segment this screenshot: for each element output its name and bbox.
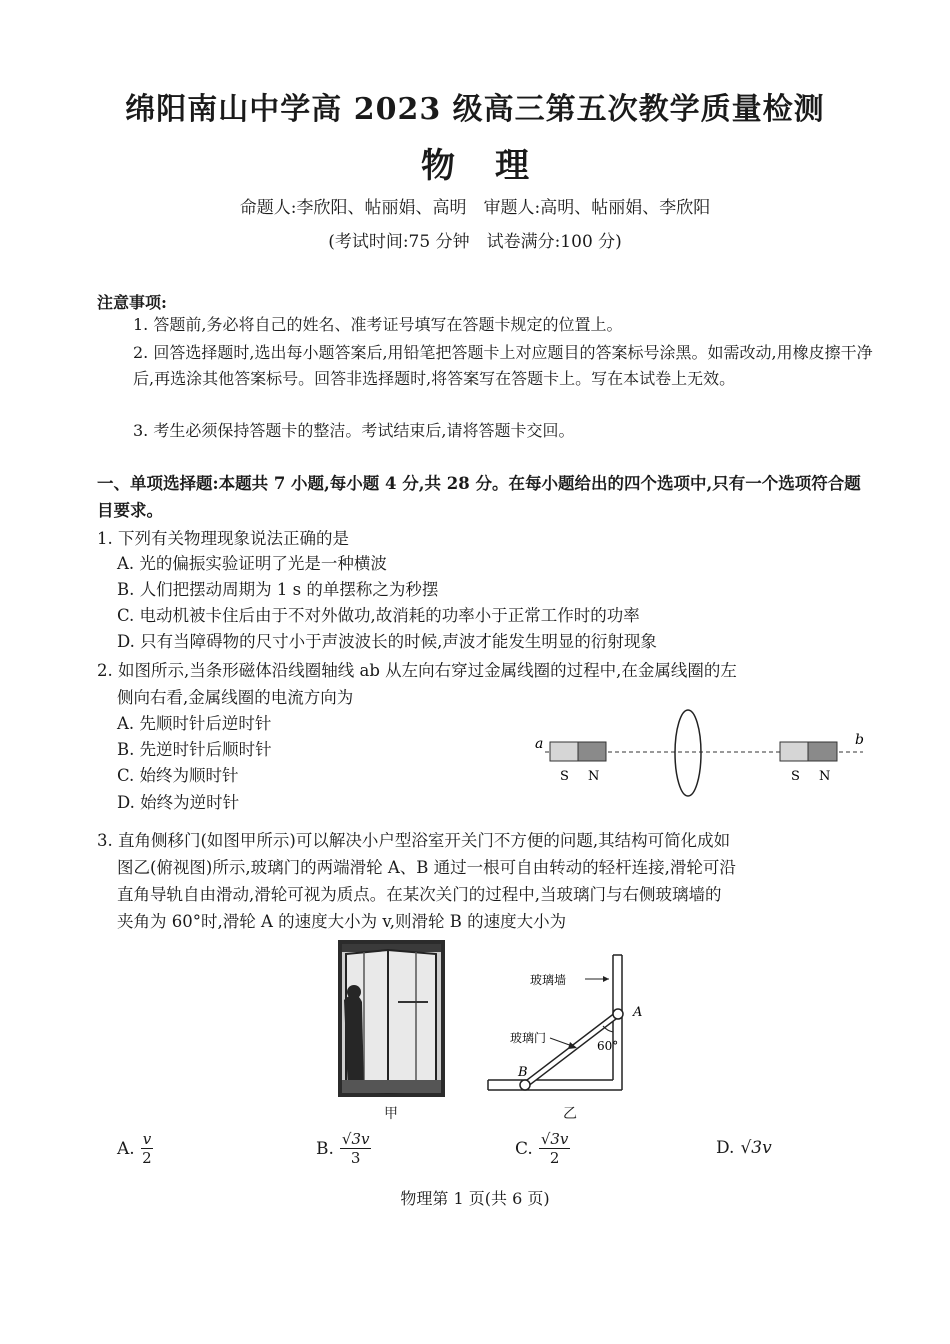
q3-option-b-den: 3 [350, 1149, 361, 1167]
q3-answers [0, 1128, 950, 1178]
q2-option-d: D. 始终为逆时针 [117, 793, 240, 812]
caption-yi: 乙 [563, 1106, 577, 1122]
exam-info-line: (考试时间:75 分钟 试卷满分:100 分) [328, 232, 622, 252]
pole-s-left: S [560, 769, 569, 784]
q1-option-c: C. 电动机被卡住后由于不对外做功,故消耗的功率小于正常工作时的功率 [117, 606, 640, 625]
q3-option-c-den: 2 [549, 1149, 560, 1167]
point-b-label: B [518, 1065, 528, 1080]
q3-option-a [117, 1130, 153, 1167]
question-2-stem-line1: 2. 如图所示,当条形磁体沿线圈轴线 ab 从左向右穿过金属线圈的过程中,在金属线圈的左 [97, 661, 737, 680]
notice-item-1: 1. 答题前,务必将自己的姓名、准考证号填写在答题卡规定的位置上。 [133, 315, 623, 334]
q1-option-b: B. 人们把摆动周期为 1 s 的单摆称之为秒摆 [117, 580, 439, 599]
q3-option-d-text: √3v [740, 1138, 772, 1158]
question-3-stem-line2: 图乙(俯视图)所示,玻璃门的两端滑轮 A、B 通过一根可自由转动的轻杆连接,滑轮可沿 [117, 858, 736, 877]
notice-heading: 注意事项: [97, 293, 167, 312]
pulley-b [520, 1080, 530, 1090]
q3-option-b-letter: B. [316, 1138, 334, 1159]
q3-option-a-den: 2 [142, 1149, 152, 1167]
photo-floor [342, 1080, 441, 1093]
magnet-right-s [780, 742, 808, 761]
q1-option-a: A. 光的偏振实验证明了光是一种横波 [117, 554, 387, 573]
pulley-a [613, 1009, 623, 1019]
label-a: a [535, 736, 544, 752]
metal-coil [675, 710, 701, 796]
pole-n-right: N [819, 769, 831, 784]
q3-option-c-frac [539, 1130, 571, 1167]
person-head [347, 985, 361, 999]
q1-option-d: D. 只有当障碍物的尺寸小于声波波长的时候,声波才能发生明显的衍射现象 [117, 632, 657, 651]
q2-option-b: B. 先逆时针后顺时针 [117, 740, 272, 759]
question-3-stem-line3: 直角导轨自由滑动,滑轮可视为质点。在某次关门的过程中,当玻璃门与右侧玻璃墙的 [117, 885, 722, 904]
notice-item-2: 2. 回答选择题时,选出每小题答案后,用铅笔把答题卡上对应题目的答案标号涂黑。如需改动,用橡皮擦干净后,再选涂其他答案标号。回答非选择题时,将答案写在答题卡上。写在本试卷上无效。 [133, 343, 873, 388]
q3-option-a-letter: A. [117, 1138, 135, 1159]
authors-line: 命题人:李欣阳、帖丽娟、高明 审题人:高明、帖丽娟、李欣阳 [239, 198, 711, 218]
q3-option-d-letter: D. [716, 1138, 735, 1158]
page-footer: 物理第 1 页(共 6 页) [400, 1189, 550, 1208]
q3-option-a-num: v [142, 1130, 152, 1148]
q3-option-a-frac [141, 1130, 153, 1167]
magnet-coil-figure [525, 705, 870, 805]
wall-arrow-head [603, 976, 609, 982]
wall-label: 玻璃墙 [530, 973, 567, 987]
pole-s-right: S [791, 769, 800, 784]
magnet-left-s [550, 742, 578, 761]
angle-arc [603, 1026, 613, 1032]
q3-option-b-frac [340, 1130, 372, 1167]
q3-option-b-num: √3v [341, 1130, 370, 1148]
subject-title: 物理 [421, 146, 569, 186]
magnet-left-n [578, 742, 606, 761]
q3-option-d [716, 1138, 772, 1158]
label-b: b [855, 732, 864, 748]
shower-photo-figure [338, 940, 445, 1100]
exam-title: 绵阳南山中学高 2023 级高三第五次教学质量检测 [125, 92, 825, 127]
door-topview-figure [485, 950, 655, 1100]
point-a-label: A [633, 1005, 643, 1020]
magnet-right-n [808, 742, 837, 761]
section-heading: 一、单项选择题:本题共 7 小题,每小题 4 分,共 28 分。在每小题给出的四个选项中,只有一个选项符合题目要求。 [97, 474, 861, 520]
door-label: 玻璃门 [510, 1031, 547, 1045]
q3-option-b [316, 1130, 371, 1167]
question-3-stem-line1: 3. 直角侧移门(如图甲所示)可以解决小户型浴室开关门不方便的问题,其结构可简化成如 [97, 831, 731, 850]
q3-option-c [515, 1130, 570, 1167]
q3-option-c-num: √3v [540, 1130, 569, 1148]
notice-item-3: 3. 考生必须保持答题卡的整洁。考试结束后,请将答题卡交回。 [133, 421, 575, 440]
pole-n-left: N [588, 769, 600, 784]
q2-option-a: A. 先顺时针后逆时针 [117, 714, 272, 733]
angle-label: 60° [597, 1039, 619, 1053]
q2-option-c: C. 始终为顺时针 [117, 766, 239, 785]
question-1-stem: 1. 下列有关物理现象说法正确的是 [97, 529, 349, 548]
question-3-stem-line4: 夹角为 60°时,滑轮 A 的速度大小为 v,则滑轮 B 的速度大小为 [117, 912, 567, 931]
caption-jia: 甲 [384, 1106, 398, 1122]
q3-option-c-letter: C. [515, 1138, 533, 1159]
question-2-stem-line2: 侧向右看,金属线圈的电流方向为 [117, 688, 354, 707]
